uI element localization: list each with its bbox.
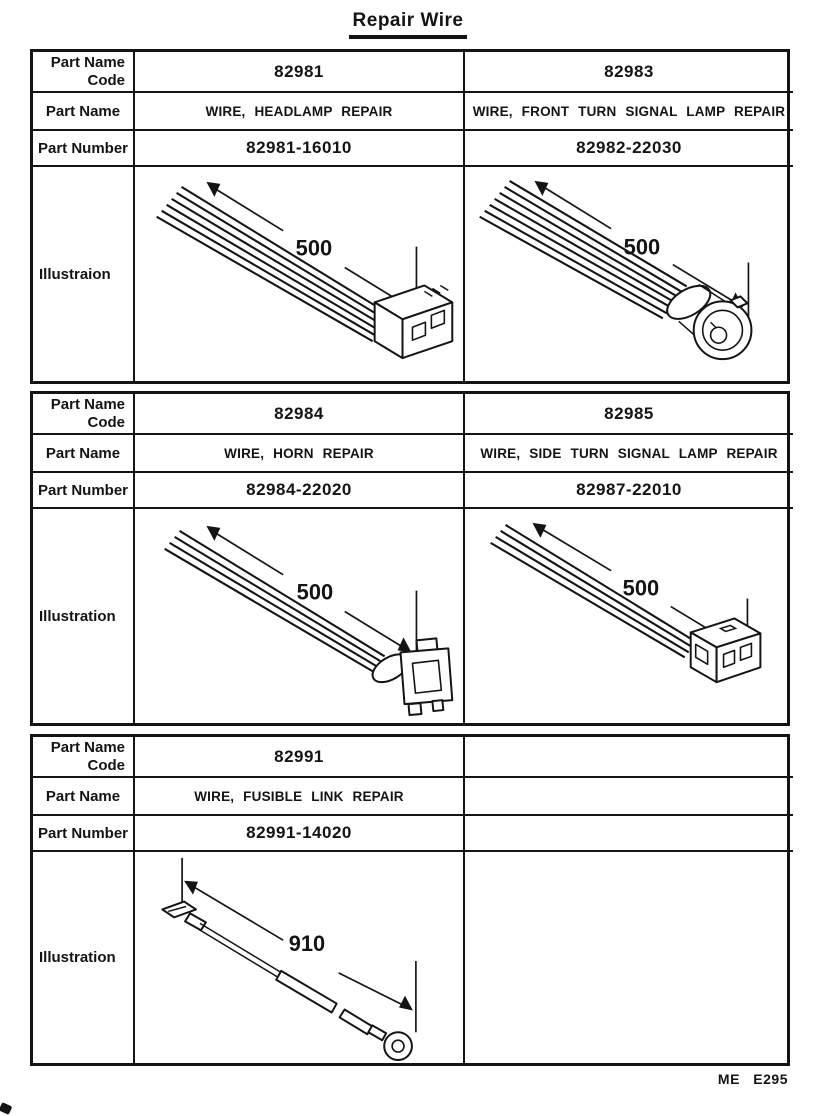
- part-code-value: 82981: [133, 52, 463, 91]
- part-name-code-label: Part Name Code: [50, 396, 125, 431]
- part-number-value: 82987-22010: [463, 471, 793, 507]
- part-number-value: 82982-22030: [463, 129, 793, 165]
- part-name-label: Part Name: [33, 433, 133, 471]
- dimension-label: 500: [296, 579, 334, 605]
- illustration-cell-horn-wire: [133, 507, 463, 723]
- part-name-label: Part Name: [33, 776, 133, 814]
- illustration-cell-front-turn-signal-wire: [463, 165, 793, 381]
- dimension-label: 500: [295, 235, 333, 261]
- headlamp-repair-wire-drawing: [135, 167, 463, 381]
- illustration-cell-headlamp-wire: [133, 165, 463, 381]
- dimension-label: 500: [623, 234, 661, 260]
- part-name-label: Part Name: [33, 91, 133, 129]
- part-name-value: WIRE, HEADLAMP REPAIR: [133, 91, 463, 129]
- part-name-code-label: Part Name Code: [50, 739, 125, 774]
- part-name-value: WIRE, FUSIBLE LINK REPAIR: [133, 776, 463, 814]
- footer-code: ME E295: [717, 1071, 788, 1087]
- illustration-cell-fusible-link-wire: [133, 850, 463, 1063]
- part-number-value: 82981-16010: [133, 129, 463, 165]
- part-code-value: 82983: [463, 52, 793, 91]
- page-title: Repair Wire: [349, 10, 468, 39]
- parts-table-3: [30, 734, 790, 1066]
- part-number-value: 82984-22020: [133, 471, 463, 507]
- page-title-wrap: [0, 10, 816, 39]
- dimension-label: 500: [622, 575, 660, 601]
- front-turn-signal-repair-wire-drawing: [465, 167, 793, 381]
- illustration-label: Illustraion: [33, 165, 133, 381]
- side-turn-signal-repair-wire-drawing: [465, 509, 793, 723]
- part-code-value: [463, 737, 793, 776]
- part-name-value: [463, 776, 793, 814]
- part-number-label: Part Number: [33, 814, 133, 850]
- part-code-value: 82991: [133, 737, 463, 776]
- part-name-code-label: Part Name Code: [50, 54, 125, 89]
- illustration-cell-empty: [463, 850, 793, 1063]
- part-name-value: WIRE, SIDE TURN SIGNAL LAMP REPAIR: [463, 433, 793, 471]
- horn-repair-wire-drawing: [135, 509, 463, 723]
- parts-table-2: [30, 391, 790, 726]
- scan-artifact: [0, 1102, 12, 1115]
- part-name-value: WIRE, FRONT TURN SIGNAL LAMP REPAIR: [463, 91, 793, 129]
- fusible-link-repair-wire-drawing: [135, 852, 463, 1063]
- parts-table-1: [30, 49, 790, 384]
- part-number-value: [463, 814, 793, 850]
- part-code-value: 82984: [133, 394, 463, 433]
- part-code-value: 82985: [463, 394, 793, 433]
- part-number-value: 82991-14020: [133, 814, 463, 850]
- part-name-value: WIRE, HORN REPAIR: [133, 433, 463, 471]
- illustration-label: Illustration: [33, 850, 133, 1063]
- part-number-label: Part Number: [33, 471, 133, 507]
- part-number-label: Part Number: [33, 129, 133, 165]
- dimension-label: 910: [288, 931, 326, 957]
- illustration-cell-side-turn-signal-wire: [463, 507, 793, 723]
- illustration-label: Illustration: [33, 507, 133, 723]
